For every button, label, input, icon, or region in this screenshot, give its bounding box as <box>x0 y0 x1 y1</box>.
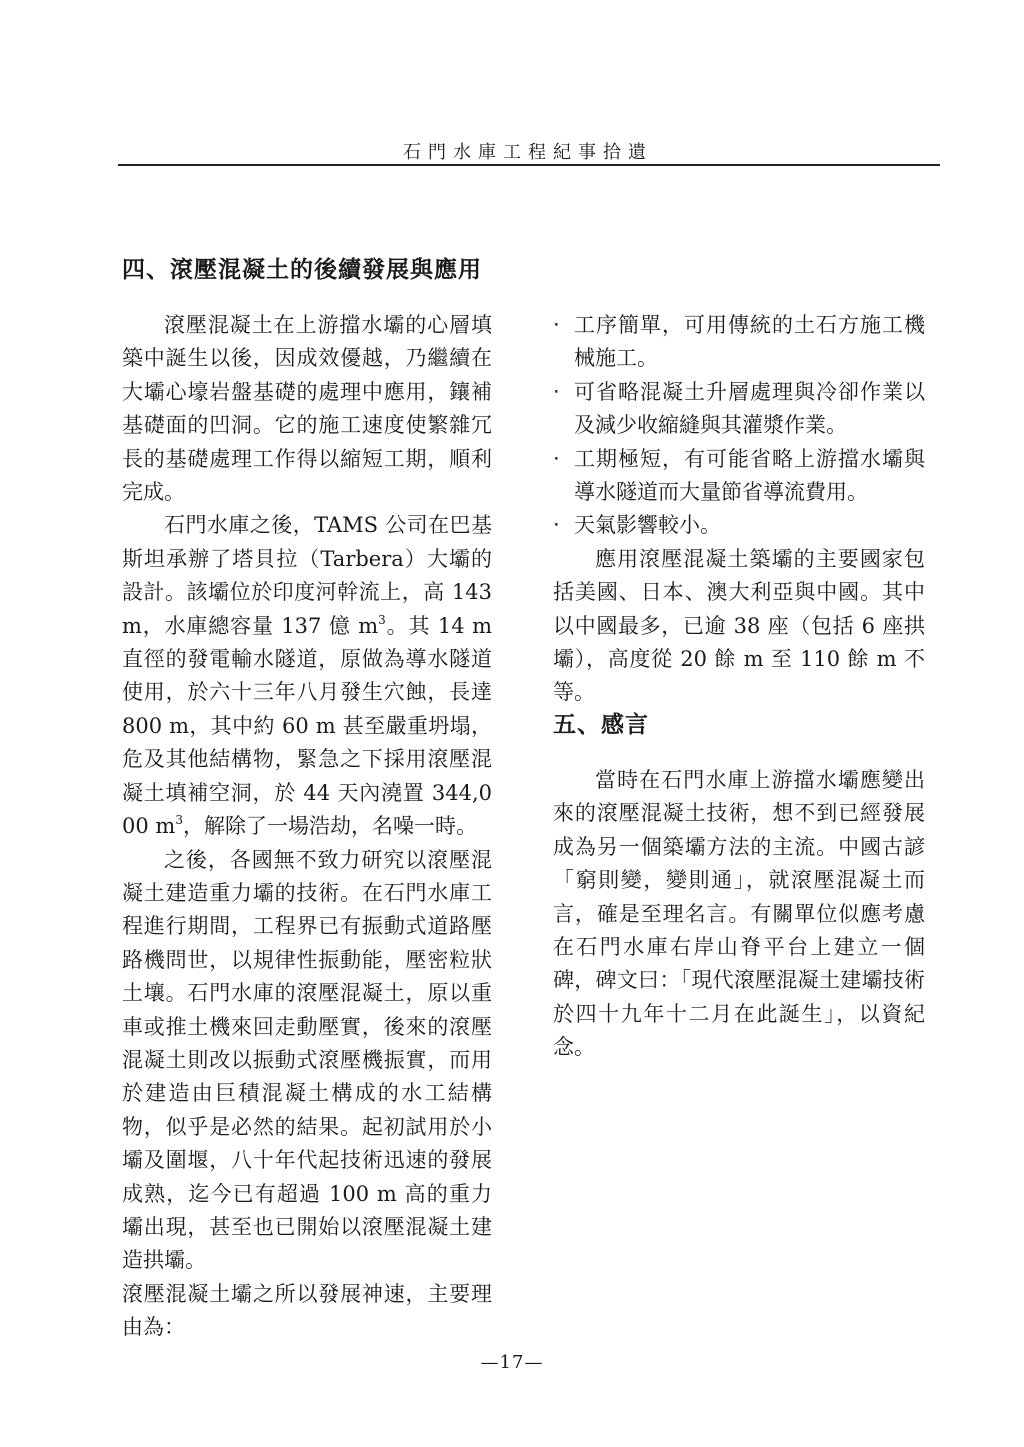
bullet-dot-icon: ‧ <box>553 379 560 404</box>
paragraph-1: 滾壓混凝土在上游擋水壩的心層填築中誕生以後，因成效優越，乃繼續在大壩心壕岩盤基礎的處理中應用，鑲補基礎面的凹洞。它的施工速度使繁雜冗長的基礎處理工作得以縮短工期，順利完成。 <box>122 313 492 505</box>
paragraph-5: 應用滾壓混凝土築壩的主要國家包括美國、日本、澳大利亞與中國。其中以中國最多，已逾 38 座（包括 6 座拱壩），高度從 20 餘 m 至 110 餘 m 不等。 <box>553 546 925 705</box>
left-column <box>122 309 492 1345</box>
bullet-item <box>553 376 925 443</box>
superscript-3: 3 <box>378 612 386 627</box>
bullet-dot-icon: ‧ <box>553 313 560 337</box>
page-number: —17— <box>480 1352 544 1373</box>
paragraph-6: 當時在石門水庫上游擋水壩應變出來的滾壓混凝土技術，想不到已經發展成為另一個築壩方法的主流。中國古諺「窮則變，變則通」，就滾壓混凝土而言，確是至理名言。有關單位似應考慮在石門水庫右岸山脊平台上建立一個碑，碑文曰：「現代滾壓混凝土建壩技術於四十九年十二月在此誕生」，以資紀念。 <box>553 768 925 1060</box>
superscript-3: 3 <box>175 813 183 828</box>
bullet-text: 工序簡單，可用傳統的土石方施工機械施工。 <box>574 313 925 371</box>
paragraph-2-part-c: ，解除了一場浩劫，名噪一時。 <box>182 814 477 839</box>
right-column-bottom <box>553 764 925 1065</box>
paragraph-2-part-b: 。其 14 m 直徑的發電輸水隧道，原做為導水隧道使用，於六十三年八月發生穴蝕，長達 800 m，其中約 60 m 甚至嚴重坍塌，危及其他結構物，緊急之下採用滾壓混凝土填補空洞，於 44 天內澆置 344,000 m <box>122 613 492 839</box>
paragraph-4: 滾壓混凝土壩之所以發展神速，主要理由為： <box>122 1281 492 1340</box>
bullet-text: 天氣影響較小。 <box>574 513 721 538</box>
bullet-dot-icon: ‧ <box>553 446 560 471</box>
bullet-text: 工期極短，有可能省略上游擋水壩與導水隧道而大量節省導流費用。 <box>574 446 925 505</box>
bullet-item <box>553 509 925 542</box>
section-5-title: 五、感言 <box>553 711 649 738</box>
section-4-title: 四、滾壓混凝土的後續發展與應用 <box>122 256 482 283</box>
paragraph-3: 之後，各國無不致力研究以滾壓混凝土建造重力壩的技術。在石門水庫工程進行期間，工程界已有振動式道路壓路機問世，以規律性振動能，壓密粒狀土壤。石門水庫的滾壓混凝土，原以重車或推土機來回走動壓實，後來的滾壓混凝土則改以振動式滾壓機振實，而用於建造由巨積混凝土構成的水工結構物，似乎是必然的結果。起初試用於小壩及圍堰，八十年代起技術迅速的發展成熟，迄今已有超過 100 m 高的重力壩出現，甚至也已開始以滾壓混凝土建造拱壩。 <box>122 847 492 1273</box>
paragraph-2 <box>122 509 492 843</box>
bullet-item <box>553 443 925 510</box>
bullet-text: 可省略混凝土升層處理與冷卻作業以及減少收縮縫與其灌漿作業。 <box>574 379 925 438</box>
running-header: 石門水庫工程紀事拾遺 <box>403 142 653 163</box>
paragraph-2-part-a: 石門水庫之後，TAMS 公司在巴基斯坦承辦了塔貝拉（Tarbera）大壩的設計。該壩位於印度河幹流上，高 143 m，水庫總容量 137 億 m <box>122 513 492 638</box>
right-column-top <box>553 309 925 710</box>
header-rule <box>118 164 940 166</box>
bullet-item <box>553 309 925 376</box>
bullet-dot-icon: ‧ <box>553 513 560 538</box>
